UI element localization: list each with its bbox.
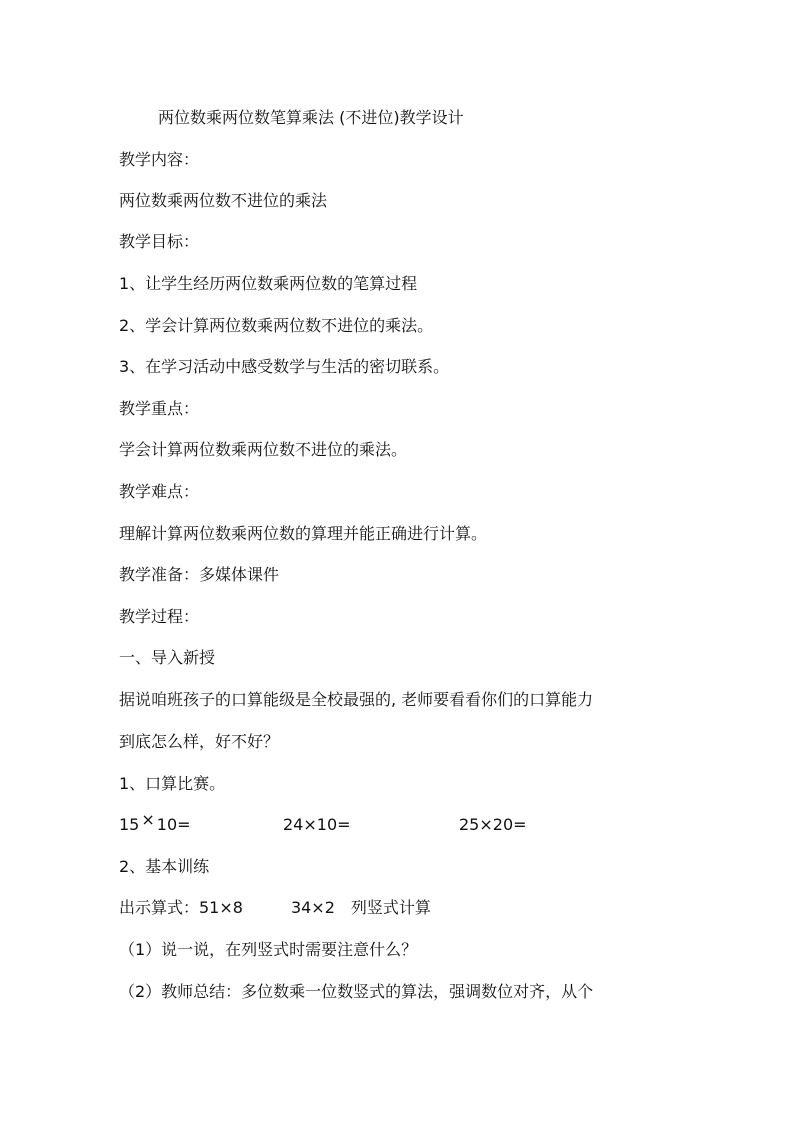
exercise-text: 出示算式：51×8 34×2 列竖式计算 — [119, 898, 431, 917]
sub-item: （1）说一说，在列竖式时需要注意什么？ — [119, 940, 418, 959]
intro-paragraph-line: 到底怎么样，好不好？ — [119, 732, 280, 751]
goals-label: 教学目标： — [119, 232, 200, 251]
intro-paragraph-line: 据说咱班孩子的口算能级是全校最强的, 老师要看看你们的口算能力 — [119, 690, 594, 709]
goal-item: 2、学会计算两位数乘两位数不进位的乘法。 — [119, 316, 434, 335]
process-label: 教学过程： — [119, 607, 200, 626]
oral-calc-b: 24×10= — [283, 815, 351, 834]
item-heading: 2、基本训练 — [119, 857, 210, 876]
oral-calc-a — [119, 810, 191, 835]
sub-item: （2）教师总结：多位数乘一位数竖式的算法，强调数位对齐，从个 — [119, 982, 594, 1001]
goal-item: 3、在学习活动中感受数学与生活的密切联系。 — [119, 357, 450, 376]
content-label: 教学内容： — [119, 150, 200, 169]
content-text: 两位数乘两位数不进位的乘法 — [119, 191, 328, 210]
key-label: 教学重点： — [119, 399, 200, 418]
preparation-text: 教学准备：多媒体课件 — [119, 565, 280, 584]
times-sign: × — [141, 810, 155, 829]
item-heading: 1、口算比赛。 — [119, 774, 226, 793]
key-text: 学会计算两位数乘两位数不进位的乘法。 — [119, 440, 408, 459]
oral-calc-a-left: 15 — [119, 815, 140, 834]
section-heading: 一、导入新授 — [119, 648, 216, 667]
oral-calc-a-right: 10= — [156, 815, 191, 834]
document-title: 两位数乘两位数笔算乘法 (不进位)教学设计 — [158, 108, 464, 127]
oral-calc-c: 25×20= — [459, 815, 527, 834]
difficulty-text: 理解计算两位数乘两位数的算理并能正确进行计算。 — [119, 524, 488, 543]
goal-item: 1、让学生经历两位数乘两位数的笔算过程 — [119, 274, 418, 293]
difficulty-label: 教学难点： — [119, 482, 200, 501]
